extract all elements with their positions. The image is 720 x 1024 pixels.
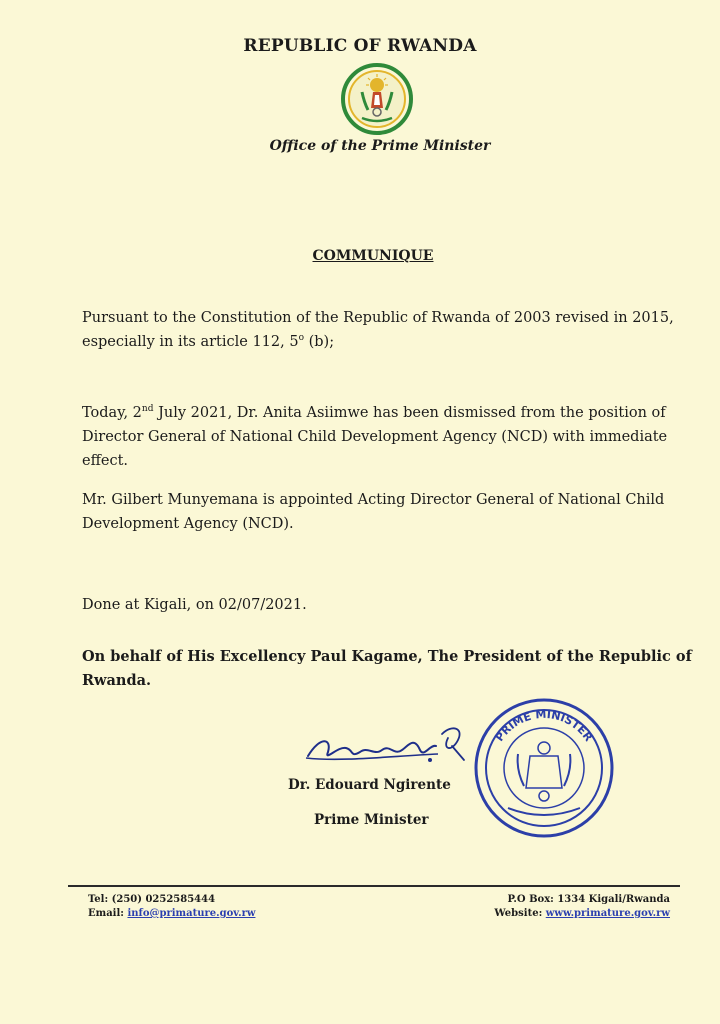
paragraph-appointment: Mr. Gilbert Munyemana is appointed Acting Director General of National Child Development Agency (NCD).: [82, 492, 665, 532]
official-stamp: [472, 696, 616, 840]
email-link[interactable]: info@primature.gov.rw: [127, 908, 256, 919]
date-superscript: nd: [141, 404, 154, 415]
paragraph-place-date: Done at Kigali, on 02/07/2021.: [82, 597, 307, 613]
paragraph-constitution-text: Pursuant to the Constitution of the Republic of Rwanda of 2003 revised in 2015, especially in its article 112, 5: [82, 310, 674, 350]
pobox-label: P.O Box:: [507, 894, 558, 905]
svg-text:PRIME MINISTER: PRIME MINISTER: [492, 707, 596, 744]
page-title: REPUBLIC OF RWANDA: [243, 36, 477, 56]
footer-divider: [68, 885, 680, 887]
pobox-value: 1334 Kigali/Rwanda: [557, 894, 670, 905]
document-heading: COMMUNIQUE: [312, 248, 434, 264]
paragraph-constitution: [82, 306, 702, 354]
footer-pobox: [494, 893, 670, 907]
website-label: Website:: [494, 908, 546, 919]
signer-title: Prime Minister: [314, 812, 429, 828]
paragraph-dismissal: [82, 401, 702, 473]
footer-contact-left: [88, 893, 255, 921]
rwanda-coat-of-arms-icon: [340, 62, 414, 136]
footer-website: [494, 907, 670, 921]
tel-label: Tel:: [88, 894, 112, 905]
tel-value: (250) 0252585444: [111, 894, 216, 905]
handwritten-signature: [302, 716, 472, 776]
behalf-statement: On behalf of His Excellency Paul Kagame, The President of the Republic of Rwanda.: [82, 648, 692, 689]
paragraph-dismissal-rest: July 2021, Dr. Anita Asiimwe has been dismissed from the position of Director General of National Child Development Agency (NCD) with immediate effect.: [82, 405, 668, 469]
paragraph-dismissal-start: Today, 2: [82, 405, 142, 421]
footer-tel: [88, 893, 255, 907]
website-link[interactable]: www.primature.gov.rw: [545, 908, 670, 919]
ordinal-superscript: o: [298, 333, 304, 344]
office-subtitle: Office of the Prime Minister: [269, 138, 491, 154]
footer-contact-right: [494, 893, 670, 921]
signer-name: Dr. Edouard Ngirente: [288, 777, 451, 793]
email-label: Email:: [88, 908, 128, 919]
footer-email: [88, 907, 255, 921]
paragraph-constitution-tail: (b);: [304, 334, 335, 350]
